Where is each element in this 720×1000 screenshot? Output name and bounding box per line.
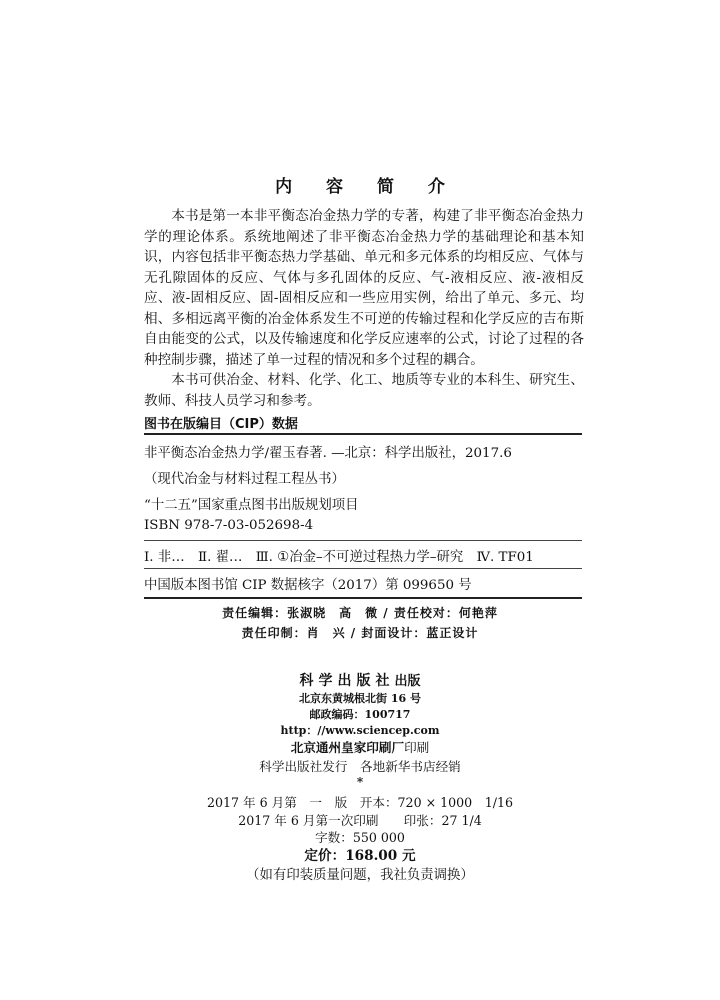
cip-rule-lower <box>144 568 582 569</box>
publisher-address: 北京东黄城根北街 16 号 <box>299 692 421 705</box>
cip-line-project: “十二五”国家重点图书出版规划项目 <box>144 498 359 513</box>
cip-line-series: （现代冶金与材料过程工程丛书） <box>144 472 345 487</box>
publisher-name: 科学出版社 <box>299 673 395 689</box>
publisher-url: http：//www.sciencep.com <box>280 724 440 737</box>
price-line: 定价：168.00 元 <box>304 848 416 864</box>
cip-line-isbn: ISBN 978-7-03-052698-4 <box>144 518 314 533</box>
separator-star: * <box>356 775 364 789</box>
distribution-line: 科学出版社发行 各地新华书店经销 <box>259 759 461 774</box>
credits-editors: 责任编辑：张淑晓 高 微 / 责任校对：何艳萍 <box>222 606 498 620</box>
cip-heading: 图书在版编目（CIP）数据 <box>144 417 298 432</box>
printer-line <box>0 737 720 756</box>
wordcount-line: 字数：550 000 <box>315 830 405 845</box>
cip-line-classification: Ⅰ. 非… Ⅱ. 翟… Ⅲ. ①冶金–不可逆过程热力学–研究 Ⅳ. TF01 <box>144 550 534 565</box>
publisher-suffix: 出版 <box>394 674 421 689</box>
page-title: 内 容 简 介 <box>275 177 459 197</box>
quality-note: （如有印装质量问题，我社负责调换） <box>246 868 474 883</box>
printer-suffix: 印刷 <box>404 740 430 755</box>
intro-paragraph-2: 本书可供冶金、材料、化学、化工、地质等专业的本科生、研究生、教师、科技人员学习和参考。 <box>144 372 584 409</box>
intro-paragraph-1: 本书是第一本非平衡态冶金热力学的专著，构建了非平衡态冶金热力学的理论体系。系统地阐述了非平衡态冶金热力学的基础理论和基本知识，内容包括非平衡态热力学基础、单元和多元体系的均相反应、气体与无孔隙固体的反应、气体与多孔固体的反应、气-液相反应、液-液相反应、液-固相反应、固-固相反应和一些应用实例，给出了单元、多元、均相、多相远离平衡的冶金体系发生不可逆的传输过程和化学反应的吉布斯自由能变的公式，以及传输速度和化学反应速率的公式，讨论了过程的各种控制步骤，描述了单一过程的情况和多个过程的耦合。 <box>144 208 584 368</box>
credits-production: 责任印制：肖 兴 / 封面设计：蓝正设计 <box>241 626 479 640</box>
cip-rule-middle <box>144 540 582 541</box>
cip-line-number: 中国版本图书馆 CIP 数据核字（2017）第 099650 号 <box>144 578 472 593</box>
printing-line: 2017 年 6 月第一次印刷 印张：27 1/4 <box>238 813 482 828</box>
cip-rule-top <box>144 433 582 435</box>
cip-rule-bottom <box>144 597 582 599</box>
publisher-postcode: 邮政编码：100717 <box>309 708 411 721</box>
publisher-line <box>0 670 720 690</box>
edition-line: 2017 年 6 月第 一 版 开本：720 × 1000 1/16 <box>206 795 514 810</box>
printer-name: 北京通州皇家印刷厂 <box>290 740 405 755</box>
intro-text <box>144 206 584 411</box>
cip-line-title: 非平衡态冶金热力学/翟玉春著. —北京：科学出版社，2017.6 <box>144 446 512 461</box>
